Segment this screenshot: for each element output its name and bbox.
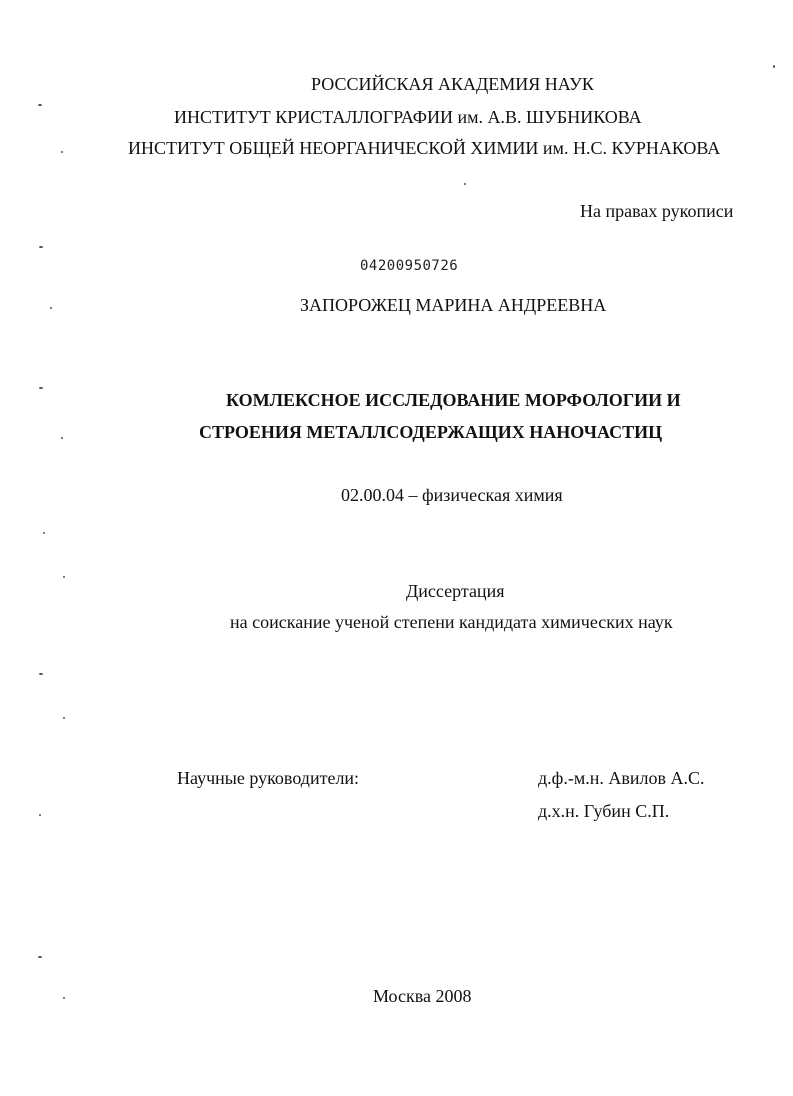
scan-speck — [38, 956, 42, 958]
scan-speck — [63, 576, 65, 578]
scan-speck — [39, 387, 43, 389]
scan-speck — [39, 246, 43, 248]
manuscript-note: На правах рукописи — [580, 201, 734, 221]
header-academy: РОССИЙСКАЯ АКАДЕМИЯ НАУК — [311, 74, 594, 94]
scan-speck — [38, 104, 42, 106]
document-type: Диссертация — [406, 581, 505, 601]
specialty: 02.00.04 – физическая химия — [341, 485, 563, 505]
title-line-2: СТРОЕНИЯ МЕТАЛЛСОДЕРЖАЩИХ НАНОЧАСТИЦ — [199, 422, 663, 442]
scan-speck — [50, 307, 52, 309]
supervisor-2: д.х.н. Губин С.П. — [538, 801, 670, 821]
author-name: ЗАПОРОЖЕЦ МАРИНА АНДРЕЕВНА — [300, 295, 607, 315]
scan-speck — [63, 717, 65, 719]
header-institute-crystallography: ИНСТИТУТ КРИСТАЛЛОГРАФИИ им. А.В. ШУБНИКОВА — [174, 107, 642, 127]
degree-statement: на соискание ученой степени кандидата химических наук — [230, 612, 673, 632]
supervisor-1: д.ф.-м.н. Авилов А.С. — [538, 768, 705, 788]
title-line-1: КОМЛЕКСНОЕ ИССЛЕДОВАНИЕ МОРФОЛОГИИ И — [226, 390, 681, 410]
scan-speck — [39, 814, 41, 816]
scan-speck — [773, 65, 775, 68]
scan-speck — [43, 532, 45, 534]
catalog-number: 04200950726 — [360, 258, 459, 274]
scan-speck — [61, 437, 63, 439]
header-institute-inorganic-chemistry: ИНСТИТУТ ОБЩЕЙ НЕОРГАНИЧЕСКОЙ ХИМИИ им. Н.С. КУРНАКОВА — [128, 138, 721, 158]
scan-speck — [39, 673, 43, 675]
scan-speck — [61, 151, 63, 153]
supervisors-label: Научные руководители: — [177, 768, 360, 788]
scan-speck — [464, 183, 466, 185]
scan-speck — [63, 997, 65, 999]
city-year: Москва 2008 — [373, 986, 472, 1006]
